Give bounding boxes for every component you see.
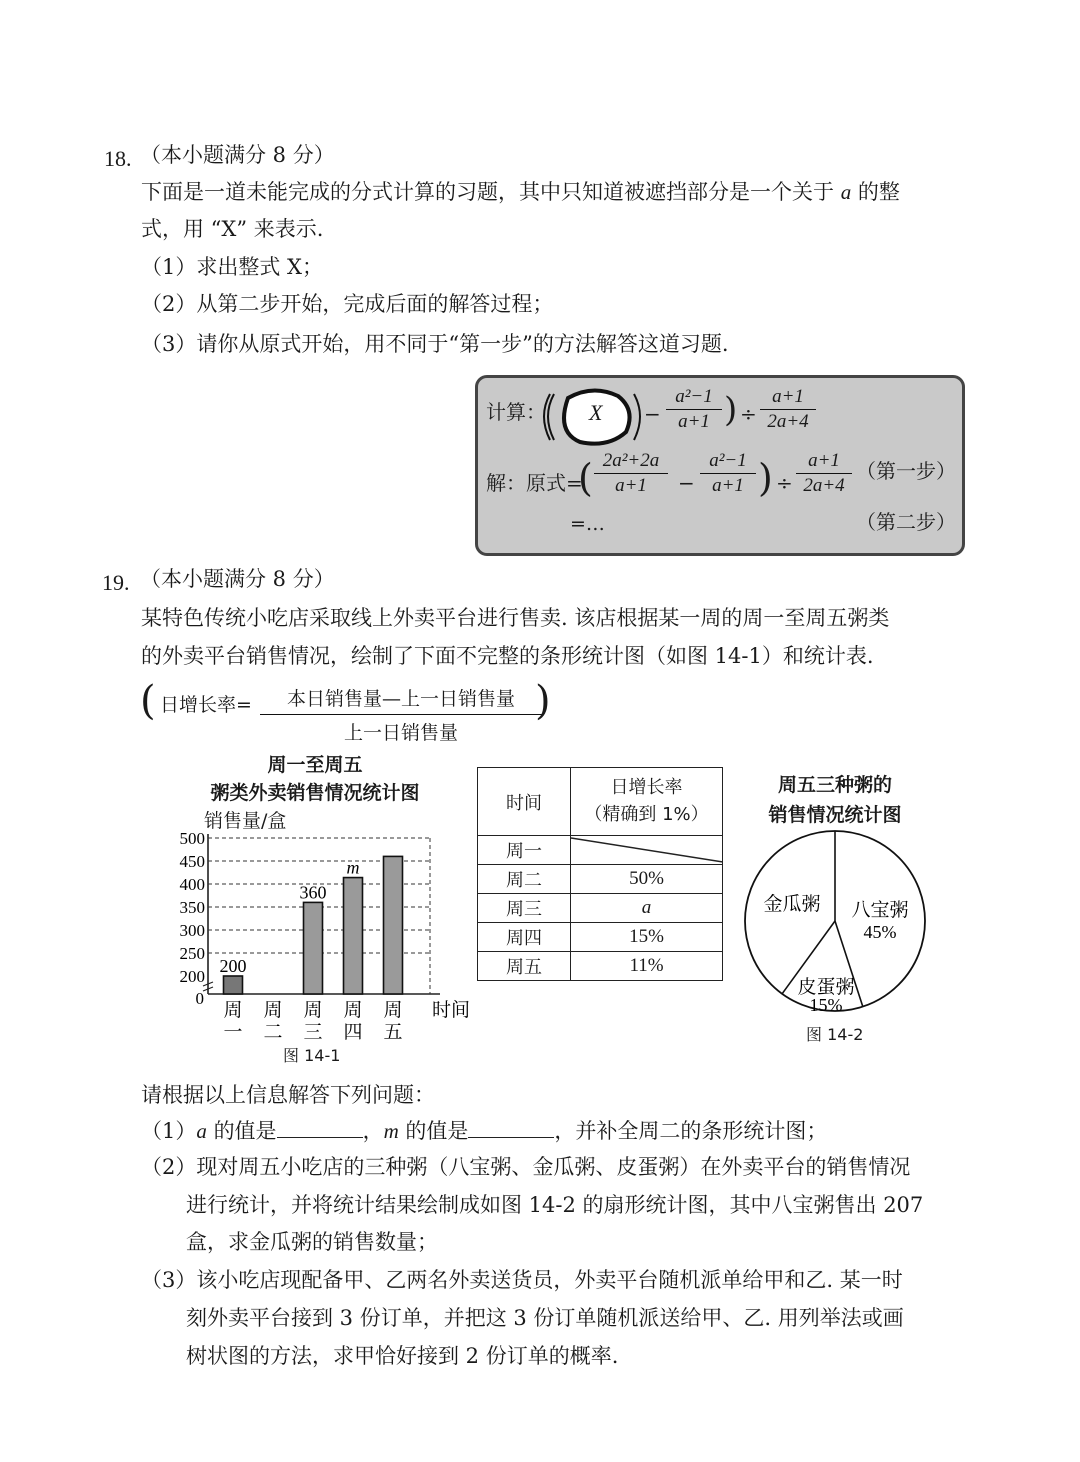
pie-chart: [740, 826, 930, 1016]
q18-line2: 式，用 “X” 来表示.: [141, 217, 324, 241]
q19-score: （本小题满分 8 分）: [140, 567, 335, 591]
ans1-var-a: a: [196, 1119, 207, 1143]
q18-line1-tail: 的整: [857, 180, 900, 204]
bar-data-label: m: [346, 857, 360, 878]
formula-close-paren: ): [535, 678, 551, 724]
table-header-row: [478, 768, 723, 836]
calculation-box: [475, 375, 965, 556]
ans1-var-m: m: [383, 1119, 399, 1143]
q19-prompt: 请根据以上信息解答下列问题：: [141, 1083, 435, 1107]
minus-sign-2: −: [678, 471, 695, 495]
fraction-4: [700, 450, 756, 497]
x-symbol: X: [589, 400, 603, 425]
calc-label: 计算：: [486, 400, 546, 424]
q19-ans2-l3: 盒，求金瓜粥的销售数量；: [186, 1230, 438, 1254]
formula-numerator: 本日销售量—上一日销售量: [286, 688, 515, 710]
step1-label: （第一步）: [856, 459, 956, 483]
formula-open-paren: (: [140, 678, 156, 724]
table-cell-rate: 50%: [571, 865, 723, 894]
solve-label: 解：原式=: [486, 471, 583, 495]
x-tick-label: 二: [263, 1021, 283, 1043]
fraction-5: [796, 450, 852, 497]
fraction-2: [760, 386, 816, 433]
formula-fraction: [260, 684, 542, 745]
step2-expr: =…: [570, 513, 605, 535]
answer-blank-a[interactable]: [277, 1119, 363, 1138]
pie-chart-title-l1: 周五三种粥的: [777, 774, 892, 796]
q19-ans3-l3: 树状图的方法，求甲恰好接到 2 份订单的概率.: [186, 1344, 619, 1368]
x-tick-label: 周: [303, 999, 323, 1021]
y-tick-label: 300: [179, 921, 205, 940]
ans1-text-a: 的值是: [213, 1119, 277, 1143]
q18-score: （本小题满分 8 分）: [140, 143, 335, 167]
formula-left: 日增长率=: [160, 694, 252, 716]
pie-slice-percent: 45%: [863, 922, 897, 942]
pie-slice-percent: 15%: [809, 995, 843, 1015]
x-tick-label: 五: [383, 1021, 403, 1043]
q19-number: 19.: [102, 570, 130, 595]
pie-slice-label: 金瓜粥: [763, 893, 821, 915]
frac5-denominator: 2a+4: [803, 475, 845, 496]
ans1-prefix: （1）: [141, 1119, 197, 1143]
table-cell-day: 周三: [478, 894, 571, 923]
table-row: [478, 923, 723, 952]
close-paren: ): [724, 390, 738, 430]
frac3-numerator: 2a²+2a: [602, 450, 660, 471]
x-tick-label: 周: [383, 999, 403, 1021]
y-tick-label: 250: [179, 944, 205, 963]
y-tick-label: 500: [179, 829, 205, 848]
bar-data-label: 200: [219, 956, 247, 976]
bar-data-label: 360: [299, 882, 327, 903]
frac2-numerator: a+1: [772, 386, 804, 407]
table-header-time: 时间: [478, 768, 571, 836]
table-header-rate-l2: （精确到 1%）: [584, 803, 709, 825]
table-cell-day: 周二: [478, 865, 571, 894]
bar-chart-title: 周一至周五: [267, 754, 363, 776]
q19-ans3-l2: 刻外卖平台接到 3 份订单，并把这 3 份订单随机派送给甲、乙. 用列举法或画: [186, 1306, 904, 1330]
frac1-denominator: a+1: [678, 411, 710, 432]
open-paren-2: (: [578, 456, 593, 500]
x-axis-label: 时间: [432, 999, 470, 1021]
frac2-denominator: 2a+4: [767, 411, 809, 432]
q18-number: 18.: [104, 146, 132, 171]
formula-denominator: 上一日销售量: [343, 722, 458, 744]
bar: [304, 902, 323, 994]
frac5-numerator: a+1: [808, 450, 840, 471]
x-tick-label: 一: [223, 1021, 243, 1043]
x-tick-label: 周: [223, 999, 243, 1021]
table-row: [478, 952, 723, 981]
q18-sub3: （3）请你从原式开始，用不同于“第一步”的方法解答这道习题.: [141, 332, 729, 356]
q18-var-a: a: [840, 180, 852, 204]
pie-slice-label: 皮蛋粥: [797, 976, 855, 998]
x-tick-label: 四: [343, 1021, 363, 1043]
pie-chart-title-l2: 销售情况统计图: [768, 804, 902, 826]
q19-ans1: （1）a 的值是 ，m 的值是 ，并补全周二的条形统计图；: [141, 1119, 828, 1143]
x-tick-label: 三: [303, 1021, 323, 1043]
div-sign-2: ÷: [776, 471, 793, 495]
q18-sub2: （2）从第二步开始，完成后面的解答过程；: [141, 292, 554, 316]
bar: [344, 878, 363, 994]
q19-line1: 某特色传统小吃店采取线上外卖平台进行售卖. 该店根据某一周的周一至周五粥类: [141, 606, 890, 630]
y-tick-label: 400: [179, 875, 205, 894]
close-paren-2: ): [758, 456, 773, 500]
table-cell-day: 周四: [478, 923, 571, 952]
y-tick-label: 450: [179, 852, 205, 871]
diagonal-slash: [571, 836, 723, 864]
q18-sub1: （1）求出整式 X；: [141, 255, 323, 279]
x-tick-label: 周: [263, 999, 283, 1021]
y-tick-label: 200: [179, 967, 205, 986]
frac3-denominator: a+1: [615, 475, 647, 496]
div-sign: ÷: [740, 402, 757, 426]
frac1-numerator: a²−1: [675, 386, 713, 407]
bar-chart-caption: 图 14-1: [283, 1046, 341, 1065]
frac4-denominator: a+1: [712, 475, 744, 496]
table-cell-rate: a: [571, 894, 723, 923]
pie-slice-label: 八宝粥: [851, 899, 909, 921]
table-cell-day: 周五: [478, 952, 571, 981]
bar-chart-subtitle: 粥类外卖销售情况统计图: [210, 782, 420, 804]
step2-label: （第二步）: [856, 510, 956, 534]
growth-rate-table: [477, 767, 723, 981]
table-cell-day: 周一: [478, 836, 571, 865]
q19-ans2-l2: 进行统计，并将统计结果绘制成如图 14-2 的扇形统计图，其中八宝粥售出 207: [186, 1193, 924, 1217]
bar: [224, 976, 243, 994]
fraction-3: [594, 450, 668, 497]
y-tick-label: 0: [195, 989, 204, 1008]
bar-chart: [160, 826, 470, 1066]
fraction-1: [666, 386, 722, 433]
table-cell-rate: 15%: [571, 923, 723, 952]
ans1-tail: ，并补全周二的条形统计图；: [554, 1119, 828, 1143]
q19-ans3-l1: （3）该小吃店现配备甲、乙两名外卖送货员，外卖平台随机派单给甲和乙. 某一时: [141, 1268, 903, 1292]
y-tick-label: 350: [179, 898, 205, 917]
table-row: [478, 836, 723, 865]
table-header-rate: [571, 768, 723, 836]
table-row: [478, 894, 723, 923]
minus-sign: −: [644, 402, 661, 426]
x-tick-label: 周: [343, 999, 363, 1021]
table-cell-slashed: [571, 836, 723, 865]
answer-blank-m[interactable]: [468, 1119, 554, 1138]
q18-line1-text: 下面是一道未能完成的分式计算的习题，其中只知道被遮挡部分是一个关于: [141, 180, 834, 204]
q19-ans2-l1: （2）现对周五小吃店的三种粥（八宝粥、金瓜粥、皮蛋粥）在外卖平台的销售情况: [141, 1155, 911, 1179]
pie-chart-caption: 图 14-2: [806, 1025, 864, 1044]
bar: [384, 856, 403, 994]
ans1-text-m: 的值是: [405, 1119, 469, 1143]
q18-line1: [141, 182, 900, 203]
q19-line2: 的外卖平台销售情况，绘制了下面不完整的条形统计图（如图 14-1）和统计表.: [141, 644, 874, 668]
frac4-numerator: a²−1: [709, 450, 747, 471]
bar-chart-ylabel: 销售量/盒: [204, 810, 287, 832]
table-cell-rate: 11%: [571, 952, 723, 981]
table-row: [478, 865, 723, 894]
table-header-rate-l1: 日增长率: [610, 777, 683, 799]
